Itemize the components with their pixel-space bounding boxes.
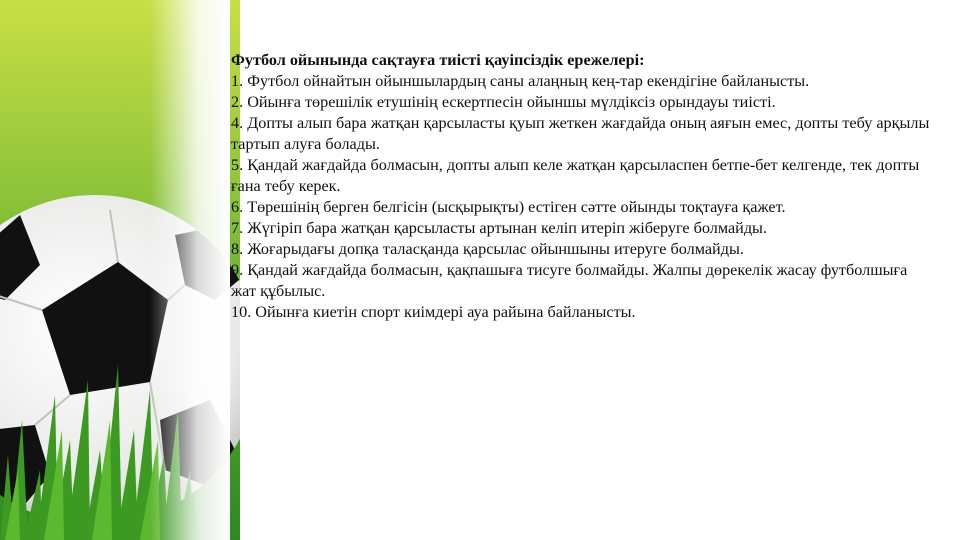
- rule-item: 9. Қандай жағдайда болмасын, қақпашыға тисуге болмайды. Жалпы дөрекелік жасау футболшыға жат құбылыс.: [231, 261, 908, 300]
- rules-text: [231, 50, 931, 323]
- rule-item: 5. Қандай жағдайда болмасын, допты алып келе жатқан қарсыласпен бетпе-бет келгенде, тек допты ғана тебу керек.: [231, 156, 920, 195]
- rule-item: 7. Жүгіріп бара жатқан қарсыласты артынан келіп итеріп жіберуге болмайды.: [231, 219, 767, 237]
- rule-item: 8. Жоғарыдағы допқа таласқанда қарсылас ойыншыны итеруге болмайды.: [231, 240, 744, 258]
- rule-item: 6. Төрешінің берген белгісін (ысқырықты) естіген сәтте ойынды тоқтауға қажет.: [231, 198, 786, 216]
- rule-item: 10. Ойынға киетін спорт киімдері ауа райына байланысты.: [231, 303, 636, 321]
- rule-item: 4. Допты алып бара жатқан қарсыласты қуып жеткен жағдайда оның аяғын емес, допты тебу арқылы тартып алуға болады.: [231, 114, 930, 153]
- slide-title: Футбол ойынында сақтауға тиісті қауіпсіздік ережелері:: [231, 51, 645, 69]
- rule-item: 2. Ойынға төрешілік етушінің ескертпесін ойыншы мүлдіксіз орындауы тиісті.: [231, 93, 776, 111]
- fade-overlay: [150, 0, 230, 540]
- rule-item: 1. Футбол ойнайтын ойыншылардың саны алаңның кең-тар екендігіне байланысты.: [231, 72, 810, 90]
